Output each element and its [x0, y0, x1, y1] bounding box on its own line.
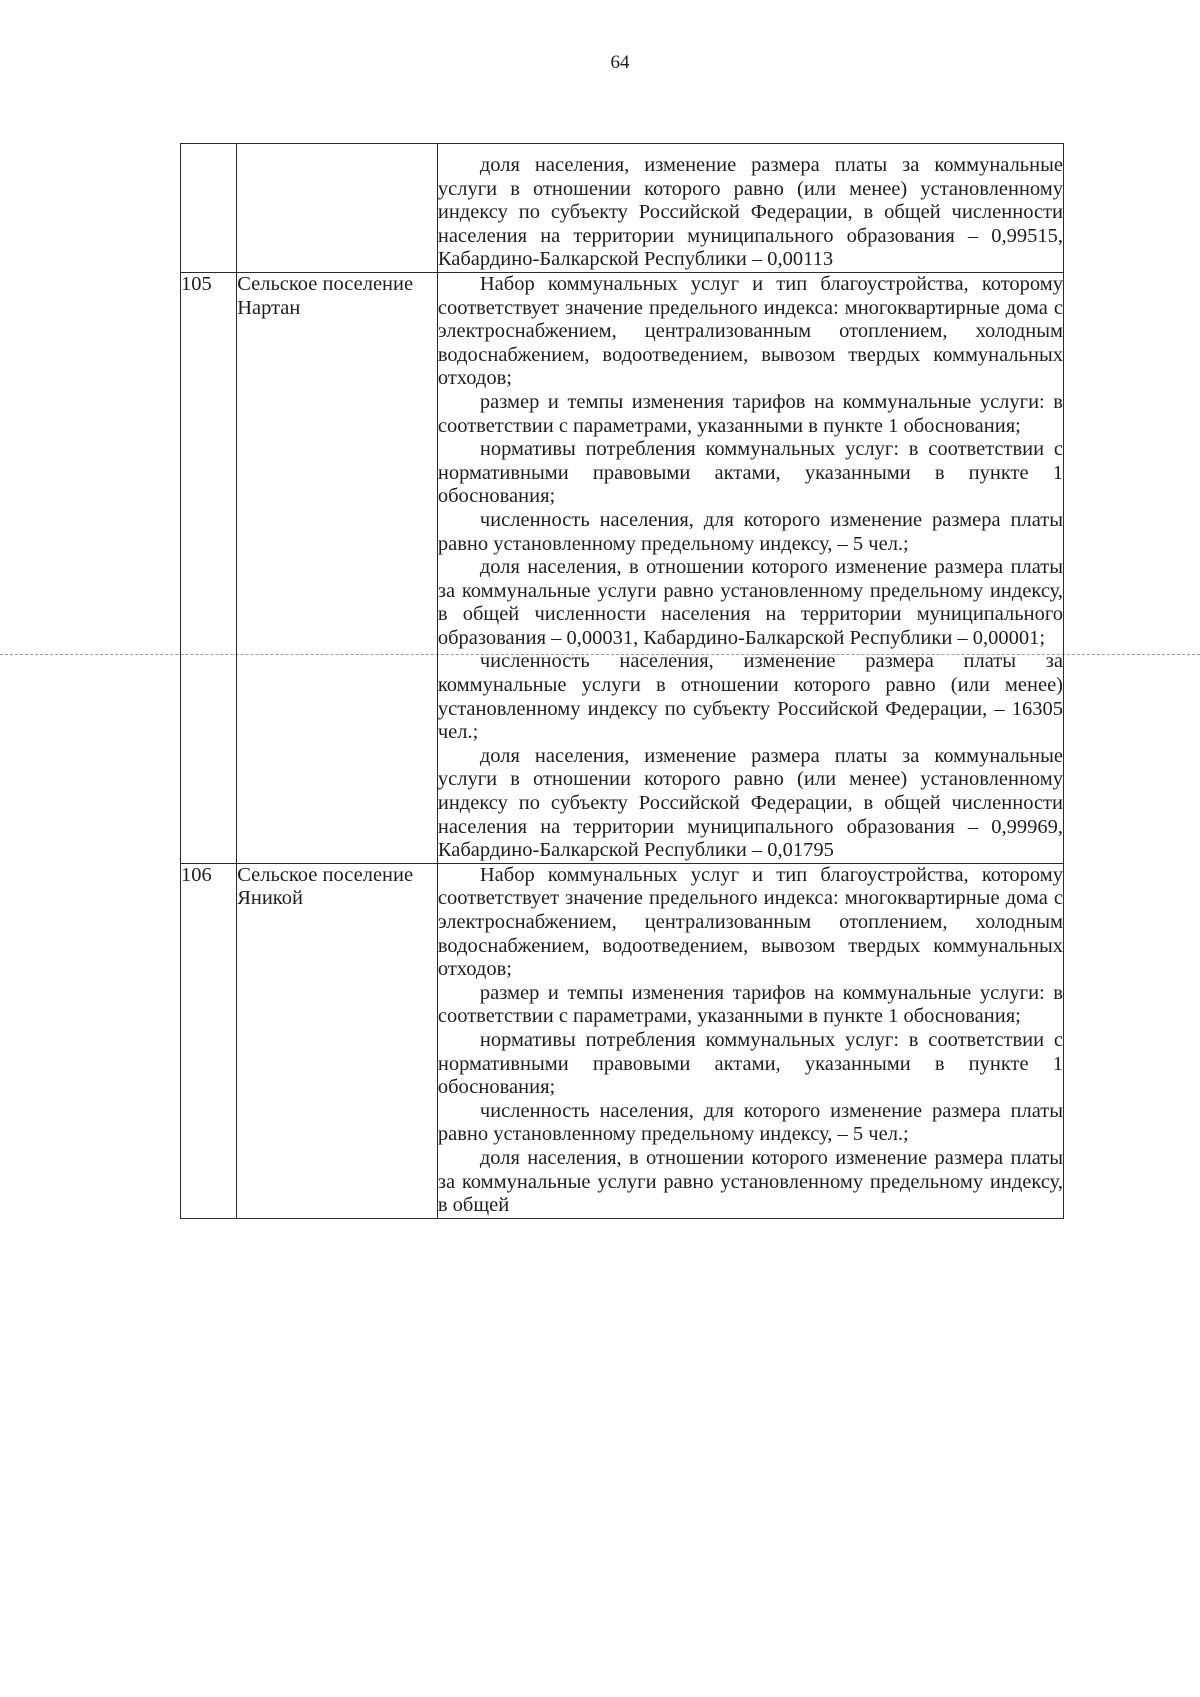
- description-paragraph: численность населения, для которого изменение размера платы равно установленному предельному индексу, – 5 чел.;: [437, 508, 1063, 555]
- description-paragraph: нормативы потребления коммунальных услуг: в соответствии с нормативными правовыми актами, указанными в пункте 1 обоснования;: [437, 1028, 1063, 1099]
- description-paragraph: Набор коммунальных услуг и тип благоустройства, которому соответствует значение предельного индекса: многоквартирные дома с электроснабжением, централизованным отоплением, холодным водоснабжением, водоотведением, вывозом твердых коммунальных отходов;: [437, 272, 1063, 390]
- description-cell: [437, 144, 1063, 273]
- description-paragraph: доля населения, в отношении которого изменение размера платы за коммунальные услуги равно установленному предельному индексу, в общей: [437, 1146, 1063, 1217]
- table-row: [181, 863, 1064, 1218]
- table-row: [181, 144, 1064, 273]
- municipality-name-cell: [237, 144, 438, 273]
- description-cell: [437, 272, 1063, 863]
- description-paragraph: численность населения, изменение размера платы за коммунальные услуги в отношении которого равно (или менее) установленному индексу по субъекту Российской Федерации, – 16305 чел.;: [437, 650, 1063, 744]
- description-paragraph: доля населения, изменение размера платы за коммунальные услуги в отношении которого равно (или менее) установленному индексу по субъекту Российской Федерации, в общей численности населения на территории муниципального образования – 0,99969, Кабардино-Балкарской Республики – 0,01795: [437, 744, 1063, 862]
- row-number-cell: 105: [181, 272, 237, 863]
- row-number-cell: [181, 144, 237, 273]
- municipality-name-cell: Сельское поселение Нартан: [237, 272, 438, 863]
- description-paragraph: Набор коммунальных услуг и тип благоустройства, которому соответствует значение предельного индекса: многоквартирные дома с электроснабжением, централизованным отоплением, холодным водоснабжением, водоотведением, вывозом твердых коммунальных отходов;: [437, 863, 1063, 981]
- description-paragraph: размер и темпы изменения тарифов на коммунальные услуги: в соответствии с параметрами, указанными в пункте 1 обоснования;: [437, 390, 1063, 437]
- description-paragraph: доля населения, в отношении которого изменение размера платы за коммунальные услуги равно установленному предельному индексу, в общей численности населения на территории муниципального образования – 0,00031, Кабардино-Балкарской Республики – 0,00001;: [437, 556, 1063, 649]
- description-cell: [437, 863, 1063, 1218]
- row-number-cell: 106: [181, 863, 237, 1218]
- description-paragraph: численность населения, для которого изменение размера платы равно установленному предельному индексу, – 5 чел.;: [437, 1099, 1063, 1146]
- tariff-table: [180, 143, 1064, 1219]
- table-row: [181, 272, 1064, 863]
- description-paragraph: доля населения, изменение размера платы за коммунальные услуги в отношении которого равно (или менее) установленному индексу по субъекту Российской Федерации, в общей численности населения на территории муниципального образования – 0,99515, Кабардино-Балкарской Республики – 0,00113: [437, 154, 1063, 271]
- description-paragraph: нормативы потребления коммунальных услуг: в соответствии с нормативными правовыми актами, указанными в пункте 1 обоснования;: [437, 438, 1063, 508]
- description-paragraph: размер и темпы изменения тарифов на коммунальные услуги: в соответствии с параметрами, указанными в пункте 1 обоснования;: [437, 981, 1063, 1028]
- page-number: 64: [610, 52, 630, 73]
- municipality-name-cell: Сельское поселение Яникой: [237, 863, 438, 1218]
